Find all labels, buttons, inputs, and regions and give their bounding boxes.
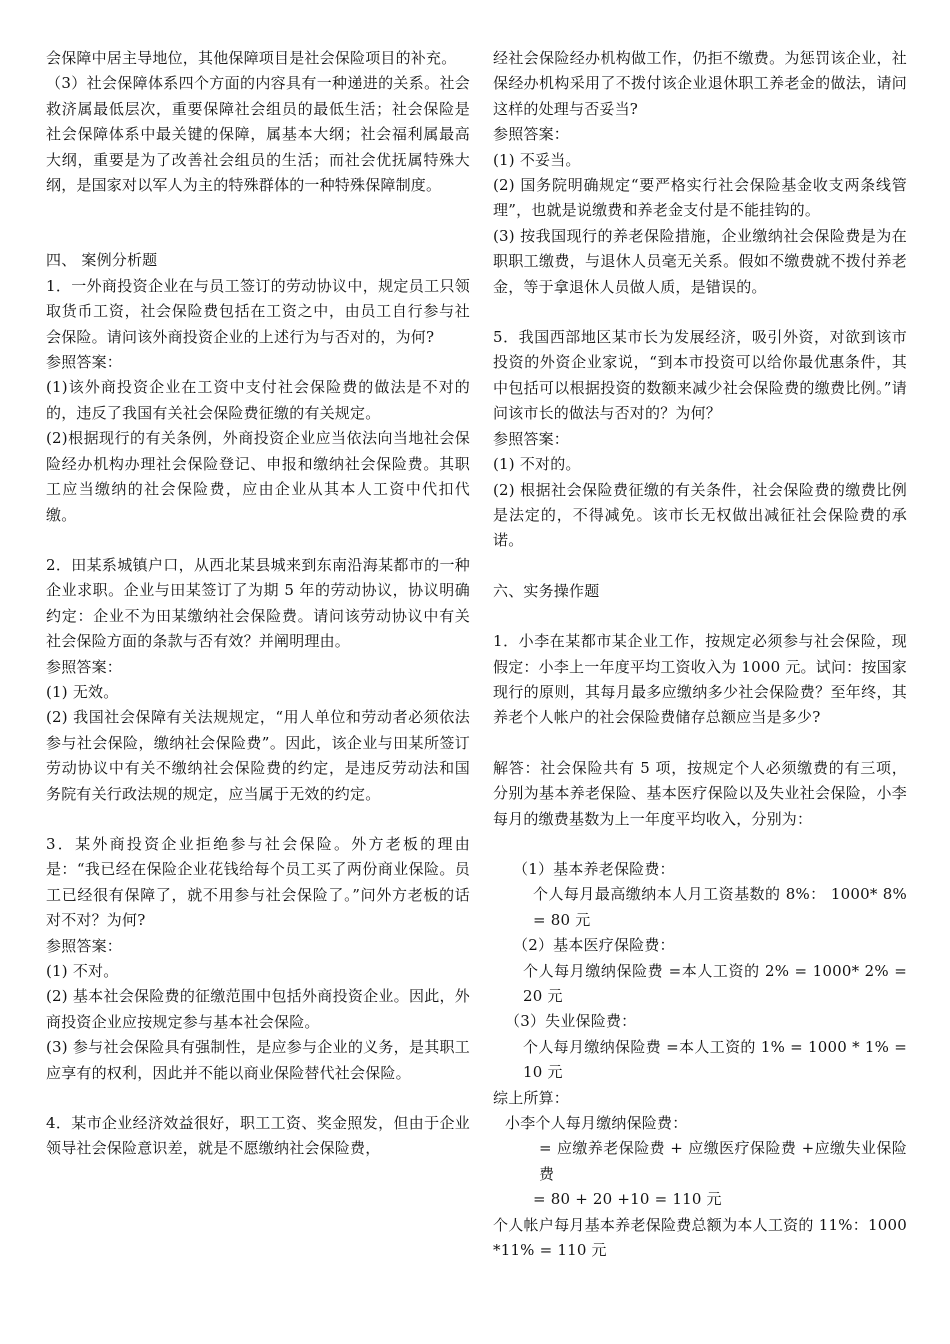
answer-item: (1) 不妥当。 [493, 150, 581, 169]
answer-intro: 解答：社会保险共有 5 项，按规定个人必须缴费的有三项，分别为基本养老保险、基本医疗保险以及失业社会保险，小李每月的缴费基数为上一年度平均收入，分别为： [493, 758, 907, 828]
reference-label: 参照答案： [493, 125, 570, 144]
answer-item: (1) 不对。 [46, 962, 119, 980]
summary-line: = 80 + 20 +10 = 110 元 [533, 1190, 722, 1209]
answer-item: (3) 参与社会保险具有强制性，是应参与企业的义务，是其职工应享有的权利，因此并不能以商业保险替代社会保险。 [46, 1038, 470, 1082]
paragraph: （3）社会保障体系四个方面的内容具有一种递进的关系。社会救济属最低层次，重要保障社会组员的最低生活；社会保险是社会保障体系中最关键的保障，属基本大纲；社会福利属最高大纲，重要是为了改善社会组员的生活；而社会优抚属特殊大纲，是国家对以军人为主的特殊群体的一种特殊保障制度。 [46, 74, 470, 195]
case-question: 4．某市企业经济效益很好，职工工资、奖金照发，但由于企业领导社会保险意识差，就是不愿缴纳社会保险费， [46, 1114, 470, 1158]
reference-label: 参照答案： [46, 353, 123, 372]
reference-label: 参照答案： [46, 657, 123, 676]
calc-item-title: （1）基本养老保险费： [513, 859, 675, 878]
case-question: 1．一外商投资企业在与员工签订的劳动协议中，规定员工只领取货币工资，社会保险费包括在工资之中，由员工自行参与社会保险。请问该外商投资企业的上述行为与否对的，为何? [46, 276, 470, 346]
case-question: 2．田某系城镇户口，从西北某县城来到东南沿海某都市的一种企业求职。企业与田某签订了为期 5 年的劳动协议，协议明确约定：企业不为田某缴纳社会保险费。请问该劳动协议中有关社会保险方面的条款与否有效？并阐明理由。 [46, 555, 470, 651]
left-column [46, 46, 470, 1162]
practice-question: 1．小李在某都市某企业工作，按规定必须参与社会保险，现假定：小李上一年度平均工资收入为 1000 元。试问：按国家现行的原则，其每月最多应缴纳多少社会保险费？至年终，其养老个人帐户的社会保险费储存总额应当是多少? [493, 632, 907, 727]
case-question: 3．某外商投资企业拒绝参与社会保险。外方老板的理由是：“我已经在保险企业花钱给每个员工买了两份商业保险。员工已经很有保障了，就不用参与社会保险了。”问外方老板的话对不对？为何? [46, 834, 470, 930]
section-heading: 六、实务操作题 [493, 581, 600, 600]
calc-item-body: 个人每月缴纳保险费 =本人工资的 1% = 1000 * 1% = 10 元 [523, 1037, 907, 1082]
summary-line: = 应缴养老保险费 + 应缴医疗保险费 +应缴失业保险费 [539, 1139, 907, 1183]
answer-item: (2)根据现行的有关条例，外商投资企业应当依法向当地社会保险经办机构办理社会保险登记、申报和缴纳社会保险费。其职工应当缴纳的社会保险费，应由企业从其本人工资中代扣代缴。 [46, 429, 470, 524]
summary-line: 个人帐户每月基本养老保险费总额为本人工资的 11%：1000 *11% = 110 元 [493, 1215, 907, 1260]
calc-item-body: 个人每月缴纳保险费 =本人工资的 2% = 1000* 2% = 20 元 [523, 961, 907, 1005]
paragraph: 会保障中居主导地位，其他保障项目是社会保险项目的补充。 [46, 49, 457, 67]
reference-label: 参照答案： [46, 936, 123, 955]
answer-item: (2) 我国社会保障有关法规规定，“用人单位和劳动者必须依法参与社会保险，缴纳社会保险费”。因此，该企业与田某所签订劳动协议中有关不缴纳社会保险费的约定，是违反劳动法和国务院有关行政法规的规定，应当属于无效的约定。 [46, 708, 470, 803]
summary-line: 小李个人每月缴纳保险费： [505, 1114, 688, 1133]
answer-item: (3) 按我国现行的养老保险措施，企业缴纳社会保险费是为在职职工缴费，与退休人员毫无关系。假如不缴费就不拨付养老金，等于拿退休人员做人质，是错误的。 [493, 226, 907, 296]
case-question-continued: 经社会保险经办机构做工作，仍拒不缴费。为惩罚该企业，社保经办机构采用了不拨付该企业退休职工养老金的做法，请问这样的处理与否妥当? [493, 49, 907, 118]
section-heading: 四、 案例分析题 [46, 251, 158, 270]
reference-label: 参照答案： [493, 429, 570, 448]
answer-item: (1)该外商投资企业在工资中支付社会保险费的做法是不对的的，违反了我国有关社会保险费征缴的有关规定。 [46, 378, 470, 422]
answer-item: (2) 基本社会保险费的征缴范围中包括外商投资企业。因此，外商投资企业应按规定参与基本社会保险。 [46, 987, 470, 1031]
answer-item: (2) 国务院明确规定“要严格实行社会保险基金收支两条线管理”，也就是说缴费和养老金支付是不能挂钩的。 [493, 176, 907, 220]
summary-label: 综上所算： [493, 1088, 570, 1107]
case-question: 5．我国西部地区某市长为发展经济，吸引外资，对欲到该市投资的外资企业家说，“到本市投资可以给你最优惠条件，其中包括可以根据投资的数额来减少社会保险费的缴费比例。”请问该市长的做法与否对的？为何？ [493, 328, 907, 423]
answer-item: (1) 无效。 [46, 682, 119, 701]
right-column [493, 46, 907, 1263]
calc-item-body: 个人每月最高缴纳本人月工资基数的 8%： 1000* 8% = 80 元 [533, 885, 907, 929]
answer-item: (2) 根据社会保险费征缴的有关条件，社会保险费的缴费比例是法定的，不得减免。该市长无权做出减征社会保险费的承诺。 [493, 480, 907, 550]
answer-item: (1) 不对的。 [493, 455, 581, 474]
calc-item-title: （3）失业保险费： [505, 1012, 637, 1031]
calc-item-title: （2）基本医疗保险费： [513, 936, 675, 955]
